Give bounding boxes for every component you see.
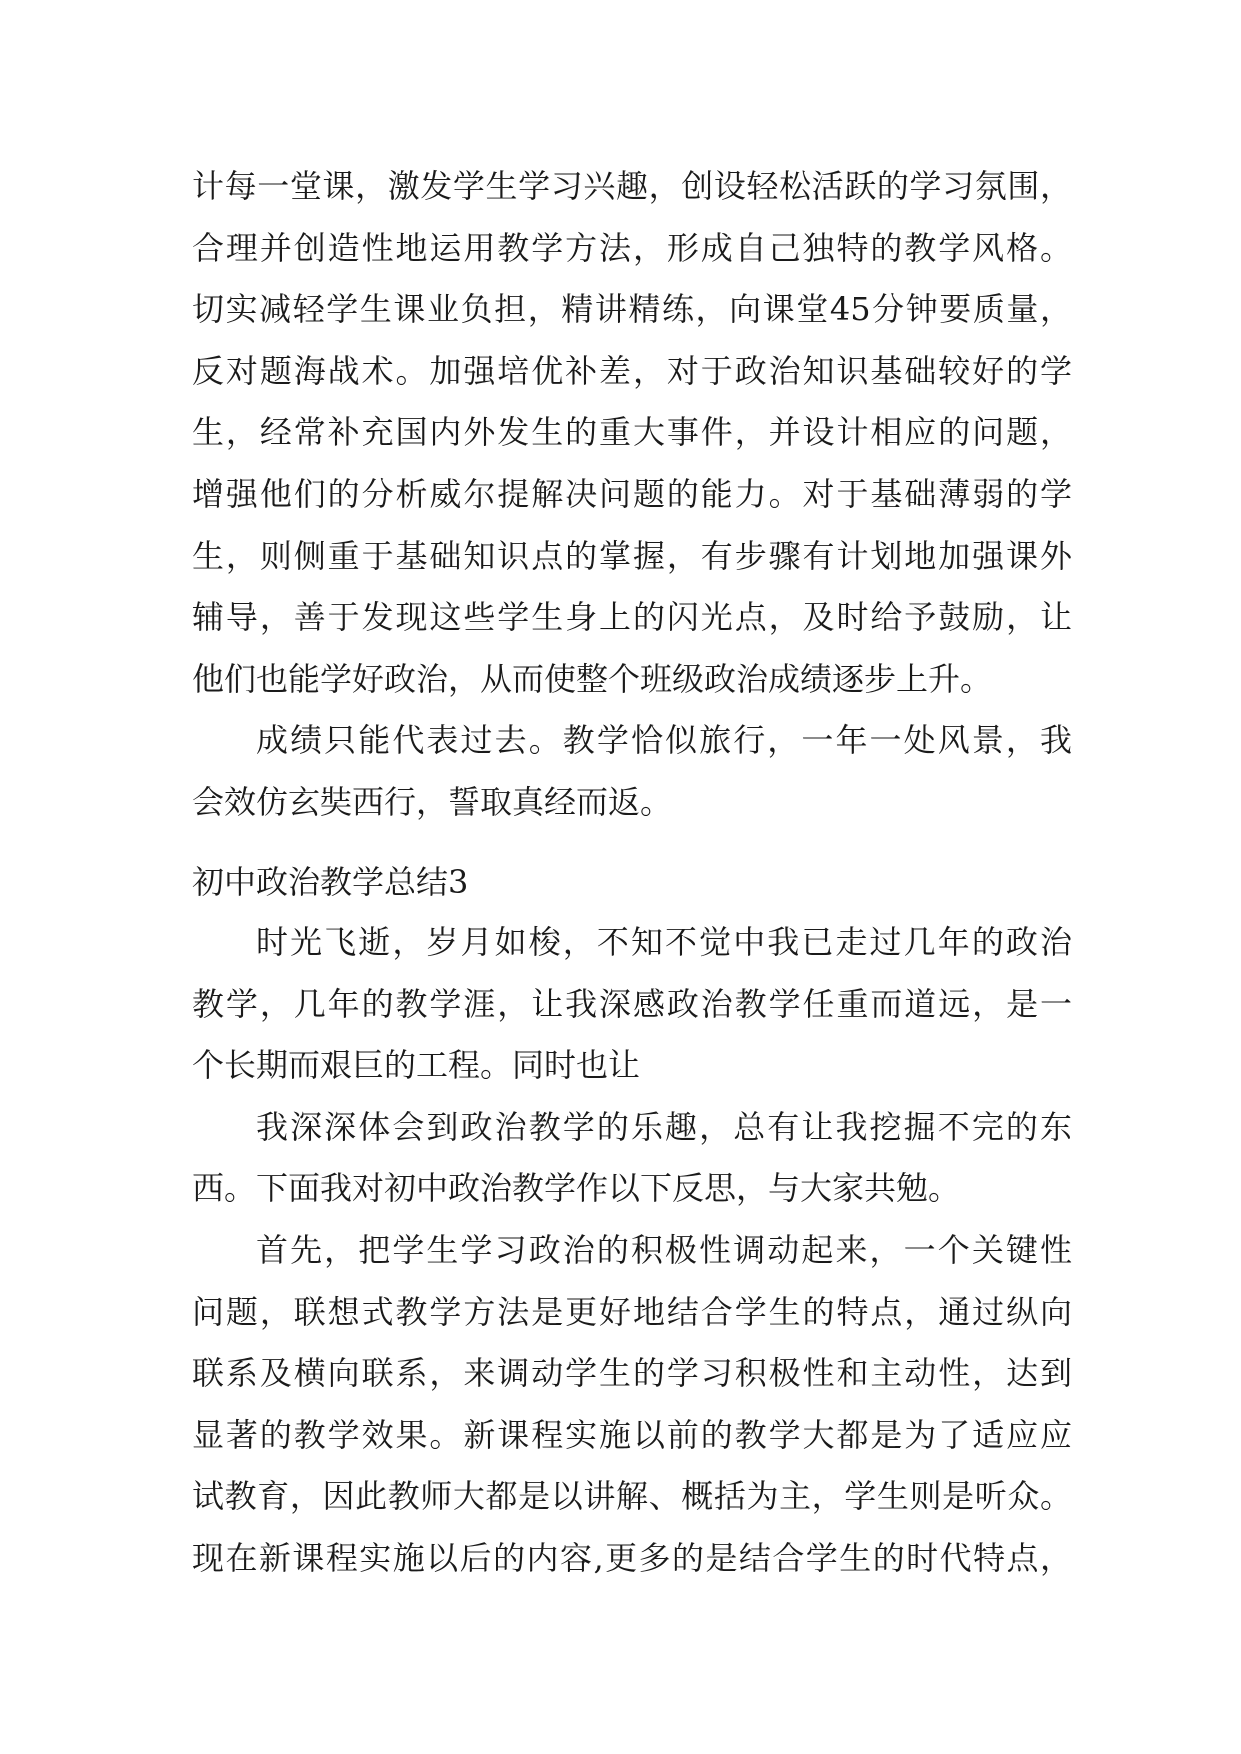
text-line: 反对题海战术。加强培优补差，对于政治知识基础较好的学 [192, 351, 1072, 390]
text-line: 会效仿玄奘西行，誓取真经而返。 [192, 782, 673, 821]
text-line: 联系及横向联系，来调动学生的学习积极性和主动性，达到 [192, 1354, 1072, 1393]
text-line: 我深深体会到政治教学的乐趣，总有让我挖掘不完的东 [256, 1107, 1072, 1146]
text-line: 辅导，善于发现这些学生身上的闪光点，及时给予鼓励，让 [192, 598, 1072, 637]
text-line: 成绩只能代表过去。教学恰似旅行，一年一处风景，我 [256, 721, 1072, 760]
paragraph-block-2 [192, 912, 1072, 1590]
paragraph-block-1 [192, 156, 1072, 834]
text-line: 西。下面我对初中政治教学作以下反思，与大家共勉。 [192, 1169, 961, 1208]
text-line: 他们也能学好政治，从而使整个班级政治成绩逐步上升。 [192, 659, 993, 698]
text-line: 试教育，因此教师大都是以讲解、概括为主，学生则是听众。 [192, 1477, 1072, 1516]
text-line: 生，则侧重于基础知识点的掌握，有步骤有计划地加强课外 [192, 536, 1072, 575]
text-line: 生，经常补充国内外发生的重大事件，并设计相应的问题， [192, 413, 1072, 452]
text-line: 切实减轻学生课业负担，精讲精练，向课堂45分钟要质量， [192, 290, 1072, 329]
text-line: 现在新课程实施以后的内容,更多的是结合学生的时代特点， [192, 1538, 1072, 1577]
text-line: 教学，几年的教学涯，让我深感政治教学任重而道远，是一 [192, 984, 1072, 1023]
text-line: 首先，把学生学习政治的积极性调动起来，一个关键性 [256, 1230, 1072, 1269]
text-line: 显著的教学效果。新课程实施以前的教学大都是为了适应应 [192, 1415, 1072, 1454]
section-title: 初中政治教学总结3 [192, 863, 469, 901]
text-line: 问题，联想式教学方法是更好地结合学生的特点，通过纵向 [192, 1292, 1072, 1331]
text-line: 个长期而艰巨的工程。同时也让 [192, 1046, 641, 1085]
text-line: 增强他们的分析威尔提解决问题的能力。对于基础薄弱的学 [192, 474, 1072, 513]
text-line: 时光飞逝，岁月如梭，不知不觉中我已走过几年的政治 [256, 923, 1072, 961]
text-line: 合理并创造性地运用教学方法，形成自己独特的教学风格。 [192, 228, 1072, 267]
text-line: 计每一堂课，激发学生学习兴趣，创设轻松活跃的学习氛围， [192, 167, 1072, 205]
